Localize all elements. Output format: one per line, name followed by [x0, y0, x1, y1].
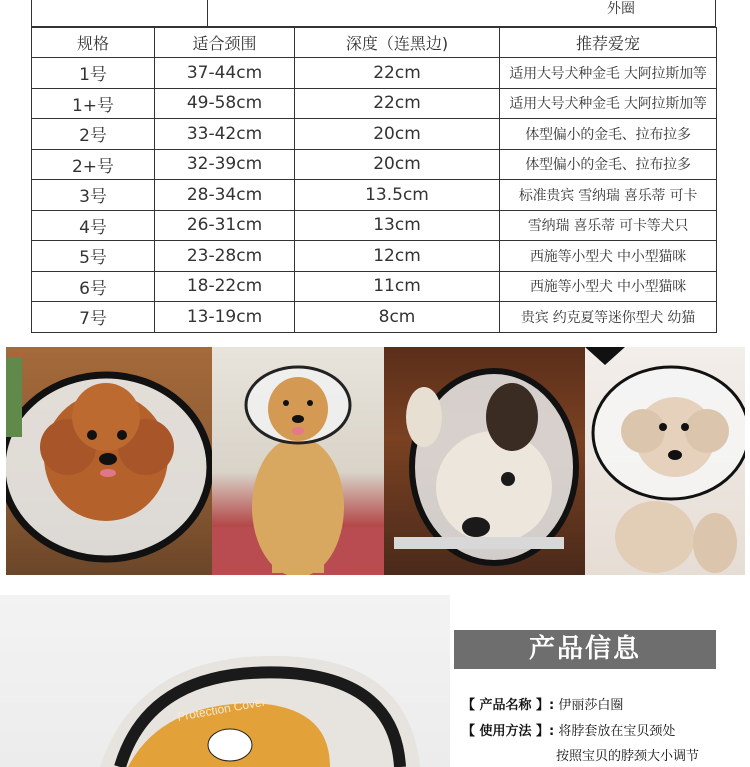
cell-recommended-pet: 适用大号犬种金毛 大阿拉斯加等 [500, 88, 717, 119]
cell-size: 7号 [32, 302, 155, 333]
cell-recommended-pet: 雪纳瑞 喜乐蒂 可卡等犬只 [500, 210, 717, 241]
cell-depth: 13.5cm [295, 180, 500, 211]
cell-neck-range: 18-22cm [155, 271, 295, 302]
cell-depth: 8cm [295, 302, 500, 333]
table-row [32, 271, 717, 302]
photo-husky-plush-collar [384, 347, 585, 575]
cell-neck-range: 23-28cm [155, 241, 295, 272]
cell-depth: 22cm [295, 88, 500, 119]
product-name-value: 伊丽莎白圈 [558, 698, 624, 713]
header-size: 规格 [32, 28, 155, 58]
cell-depth: 22cm [295, 58, 500, 89]
cell-neck-range: 49-58cm [155, 88, 295, 119]
cell-depth: 11cm [295, 271, 500, 302]
product-name-label: 【 产品名称 】: [462, 698, 555, 713]
header-depth: 深度（连黑边) [295, 28, 500, 58]
photo-white-poodle-collar [585, 347, 745, 575]
table-header-row [32, 28, 717, 58]
cell-size: 6号 [32, 271, 155, 302]
product-usage-line1: 将脖套放在宝贝颈处 [558, 724, 676, 739]
table-row [32, 149, 717, 180]
cell-neck-range: 28-34cm [155, 180, 295, 211]
table-row [32, 241, 717, 272]
cell-size: 1号 [32, 58, 155, 89]
size-table [31, 27, 717, 333]
cell-recommended-pet: 贵宾 约克夏等迷你型犬 幼猫 [500, 302, 717, 333]
cell-recommended-pet: 西施等小型犬 中小型猫咪 [500, 241, 717, 272]
header-neck: 适合颈围 [155, 28, 295, 58]
table-row [32, 58, 717, 89]
cell-neck-range: 32-39cm [155, 149, 295, 180]
table-top-strip [31, 0, 716, 27]
cell-size: 2+号 [32, 149, 155, 180]
table-row [32, 210, 717, 241]
cell-neck-range: 13-19cm [155, 302, 295, 333]
table-row [32, 302, 717, 333]
cell-depth: 12cm [295, 241, 500, 272]
product-usage-label: 【 使用方法 】: [462, 724, 555, 739]
cell-size: 5号 [32, 241, 155, 272]
product-name-row [462, 694, 623, 713]
cover-print-text: Protection Cover [176, 694, 267, 724]
product-usage-row [462, 720, 675, 739]
cell-neck-range: 33-42cm [155, 119, 295, 150]
product-info-title: 产品信息 [454, 630, 716, 669]
table-body [32, 58, 717, 333]
cell-size: 3号 [32, 180, 155, 211]
cell-neck-range: 26-31cm [155, 210, 295, 241]
cell-size: 1+号 [32, 88, 155, 119]
cell-depth: 20cm [295, 149, 500, 180]
cell-recommended-pet: 体型偏小的金毛、拉布拉多 [500, 149, 717, 180]
table-row [32, 180, 717, 211]
cell-depth: 13cm [295, 210, 500, 241]
product-photo-collar [0, 595, 450, 767]
outer-ring-label: 外圈 [607, 1, 635, 17]
photo-strip [6, 347, 745, 575]
cell-recommended-pet: 西施等小型犬 中小型猫咪 [500, 271, 717, 302]
product-usage-line2: 按照宝贝的脖颈大小调节 [556, 749, 700, 764]
cell-size: 4号 [32, 210, 155, 241]
table-divider [207, 0, 208, 26]
header-pet: 推荐爱宠 [500, 28, 717, 58]
cell-recommended-pet: 体型偏小的金毛、拉布拉多 [500, 119, 717, 150]
table-row [32, 119, 717, 150]
photo-golden-retriever-collar [212, 347, 384, 575]
cell-size: 2号 [32, 119, 155, 150]
table-row [32, 88, 717, 119]
photo-poodle-collar [6, 347, 212, 575]
cell-neck-range: 37-44cm [155, 58, 295, 89]
cell-recommended-pet: 标准贵宾 雪纳瑞 喜乐蒂 可卡 [500, 180, 717, 211]
cell-depth: 20cm [295, 119, 500, 150]
cell-recommended-pet: 适用大号犬种金毛 大阿拉斯加等 [500, 58, 717, 89]
